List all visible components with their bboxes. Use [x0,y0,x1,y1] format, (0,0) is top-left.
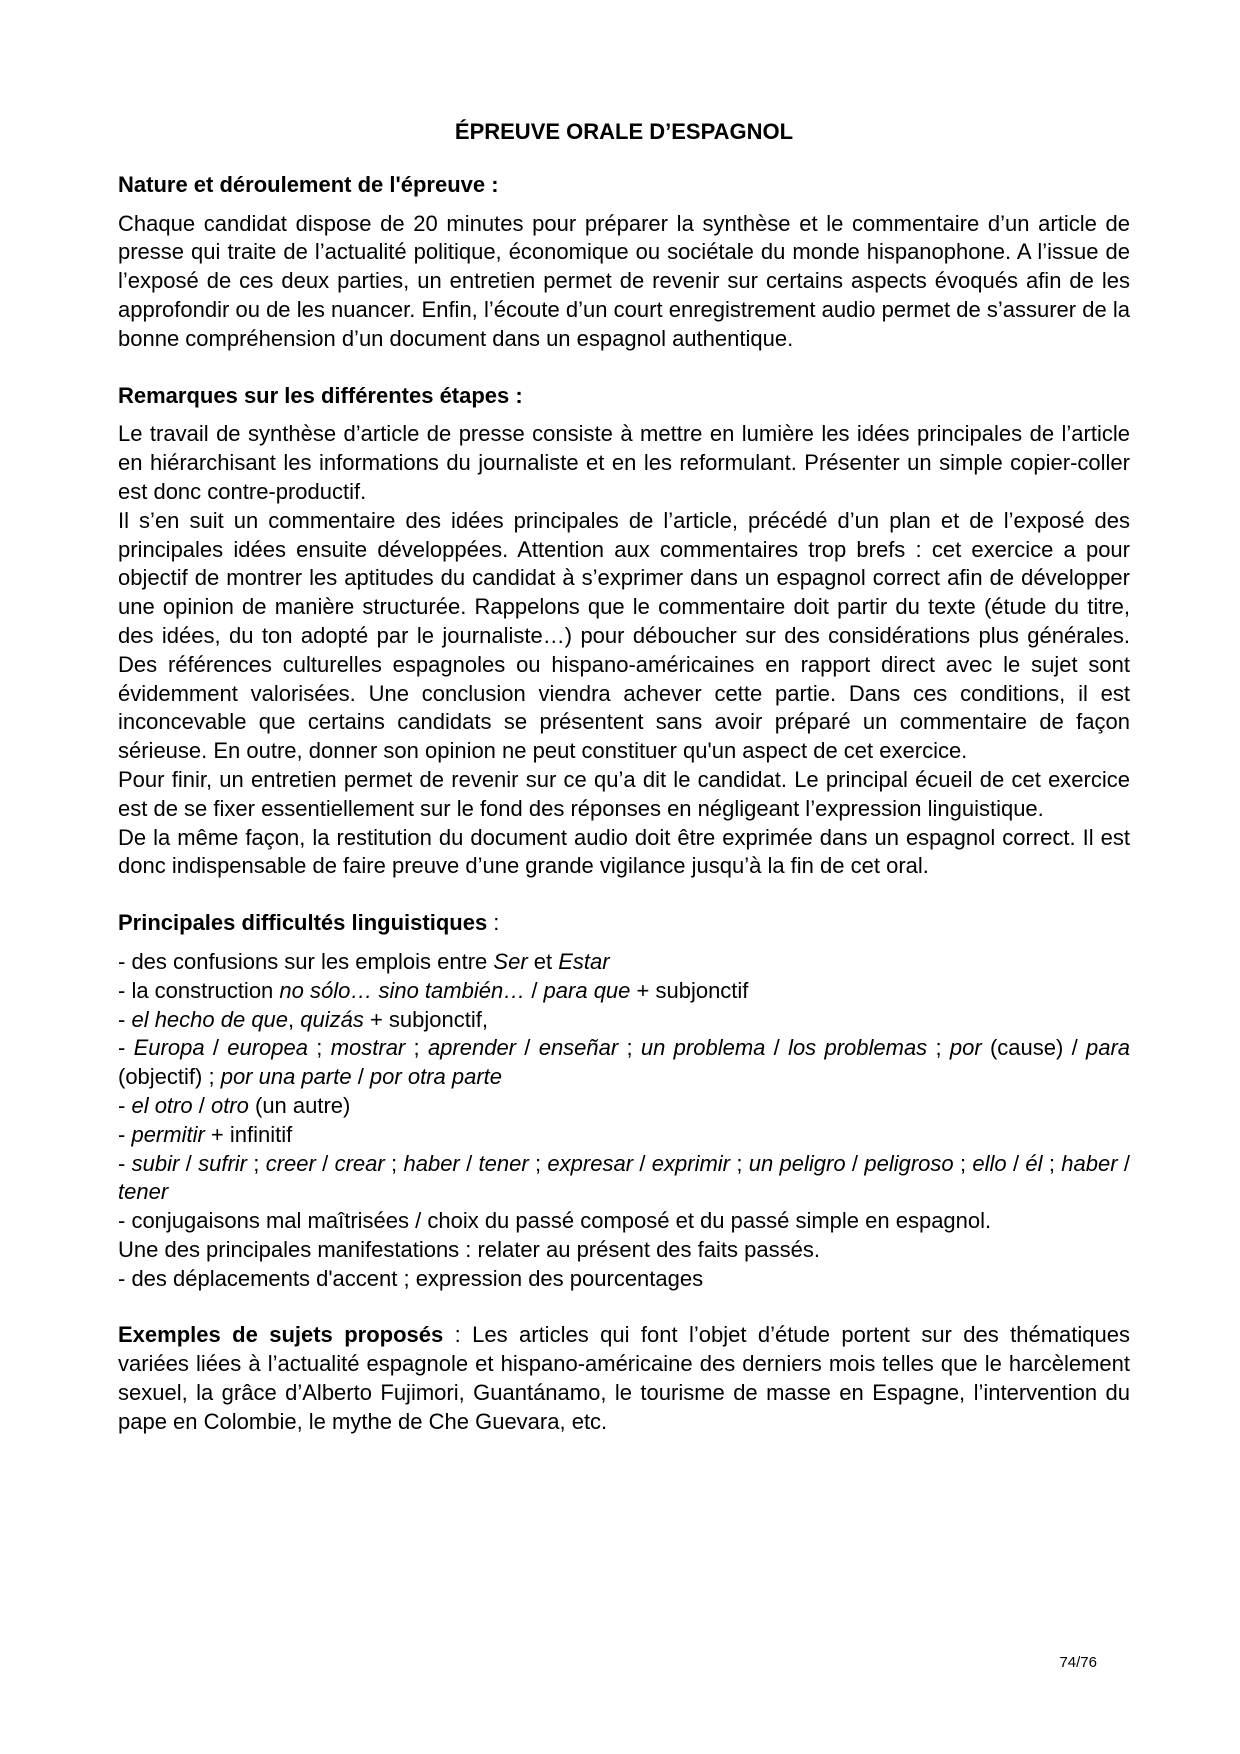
section-heading [118,909,1130,938]
list-item [118,977,1130,1006]
section-difficultes [118,909,1130,1293]
list-item-italic: tener [118,1179,169,1205]
list-item-text: (objectif) ; [118,1064,221,1090]
list-item-italic: un peligro [748,1150,846,1176]
list-item-italic: por una parte [220,1064,352,1090]
list-item-text: / [845,1150,865,1176]
list-item-italic: tener [478,1150,529,1176]
list-item-text: ; [953,1150,973,1176]
section-text: : Les articles qui font l’objet d’étude portent sur des thématiques variées liées à l’actualité espagnole et hispano-américaine des derniers mois telles que le harcèlement sexuel, la grâce d’Alberto Fujimori, Guantánamo, le tourisme de masse en Espagne, l’intervention du pape en Colombie, le mythe de Che Guevara, etc. [118,1322,1131,1434]
section-nature [118,171,1130,354]
list-item-text: - des déplacements d'accent ; expression des pourcentages [118,1265,704,1291]
list-item-text: - des confusions sur les emplois entre [118,948,494,974]
page-title: ÉPREUVE ORALE D’ESPAGNOL [454,119,794,144]
list-item-italic: el otro [131,1092,193,1118]
list-item-text: / [525,977,544,1003]
list-item-text: / [204,1035,228,1061]
list-item [118,1121,1130,1150]
list-item-italic: los problemas [788,1035,928,1061]
list-item-text: / [192,1092,211,1118]
list-item-text: / [459,1150,479,1176]
list-item-italic: quizás [300,1006,364,1032]
list-item-text: / [516,1035,539,1061]
section-heading-suffix: : [487,910,500,936]
list-item-text: / [1117,1150,1130,1176]
list-item-italic: haber [1061,1150,1118,1176]
list-item-text: ; [405,1035,428,1061]
list-item-italic: él [1025,1150,1043,1176]
list-item-text: - [118,1035,134,1061]
list-item-italic: enseñar [538,1035,619,1061]
list-item-italic: mostrar [330,1035,406,1061]
list-item-text: ; [384,1150,404,1176]
list-item [118,1034,1130,1092]
list-item-italic: para que [543,977,631,1003]
list-item-italic: crear [334,1150,385,1176]
list-item-italic: Europa [133,1035,205,1061]
list-item-text: / [315,1150,335,1176]
list-item-text: / [765,1035,789,1061]
list-item-text: ; [730,1150,749,1176]
list-item-text: Une des principales manifestations : relater au présent des faits passés. [118,1236,820,1262]
list-item-italic: peligroso [864,1150,954,1176]
list-item-italic: haber [403,1150,460,1176]
list-item-italic: expresar [547,1150,634,1176]
list-item-text: / [633,1150,652,1176]
section-remarques [118,382,1130,882]
list-item-italic: Estar [558,948,610,974]
section-exemples [118,1321,1130,1436]
list-item-text: + subjonctif, [363,1006,488,1032]
list-item-text: - la construction [118,977,280,1003]
list-item [118,1207,1130,1236]
list-item-italic: no sólo… sino también… [279,977,526,1003]
list-item-text: - conjugaisons mal maîtrisées / choix du passé composé et du passé simple en espagnol. [118,1208,992,1234]
list-item-italic: Ser [493,948,528,974]
list-item [118,1265,1130,1294]
section-heading: Remarques sur les différentes étapes : [118,382,523,408]
list-item-italic: europea [227,1035,308,1061]
list-item-text: ; [308,1035,331,1061]
list-item-italic: creer [265,1150,316,1176]
section-paragraph: Chaque candidat dispose de 20 minutes pour préparer la synthèse et le commentaire d’un article de presse qui traite de l’actualité politique, économique ou sociétale du monde hispanophone. A l’issue de l’exposé de ces deux parties, un entretien permet de revenir sur certains aspects évoqués afin de les approfondir ou de les nuancer. Enfin, l’écoute d’un court enregistrement audio permet de s’assurer de la bonne compréhension d’un document dans un espagnol authentique. [118,210,1130,351]
list-item-text: , [288,1006,301,1032]
list-item-italic: sufrir [198,1150,247,1176]
list-item-text: - [118,1092,132,1118]
list-item [118,1236,1130,1265]
list-item [118,948,1130,977]
list-item-italic: para [1085,1035,1131,1061]
list-item-text: / [351,1064,370,1090]
section-paragraph: De la même façon, la restitution du document audio doit être exprimée dans un espagnol correct. Il est donc indispensable de faire preuve d’une grande vigilance jusqu’à la fin de cet oral. [118,824,1130,879]
list-item-text: et [527,948,559,974]
section-paragraph: Pour finir, un entretien permet de revenir sur ce qu’a dit le candidat. Le principal écueil de cet exercice est de se fixer essentiellement sur le fond des réponses en négligeant l’expression linguistique. [118,766,1130,821]
list-item-text: ; [927,1035,950,1061]
list-item-italic: otro [210,1092,249,1118]
page-number: 74/76 [1059,1654,1097,1671]
section-paragraph: Le travail de synthèse d’article de presse consiste à mettre en lumière les idées principales de l’article en hiérarchisant les informations du journaliste et en les reformulant. Présenter un simple copier-coller est donc contre-productif. [118,421,1130,504]
document-page [118,118,1130,1465]
section-heading: Exemples de sujets proposés [118,1322,444,1348]
list-item-italic: un problema [640,1035,766,1061]
list-item-italic: permitir [131,1121,205,1147]
list-item-text: / [1006,1150,1026,1176]
list-item-italic: por otra parte [369,1064,502,1090]
list-item-text: - [118,1150,132,1176]
list-item-text: ; [1042,1150,1062,1176]
list-item-text: / [179,1150,199,1176]
list-item-text: ; [618,1035,641,1061]
list-item-italic: exprimir [651,1150,730,1176]
list-item-text: - [118,1006,132,1032]
list-item-text: + infinitif [204,1121,293,1147]
section-heading: Nature et déroulement de l'épreuve : [118,171,499,197]
section-paragraph [118,1321,1130,1436]
list-item-text: ; [528,1150,548,1176]
list-item-italic: por [949,1035,982,1061]
list-item-italic: aprender [427,1035,517,1061]
list-item-text: - [118,1121,132,1147]
list-item-text: (cause) / [981,1035,1086,1061]
list-item-text: ; [246,1150,266,1176]
list-item-italic: el hecho de que [131,1006,289,1032]
list-item [118,1006,1130,1035]
section-heading-text: Principales difficultés linguistiques [118,910,488,936]
difficulties-list [118,948,1130,1294]
list-item-text: (un autre) [248,1092,351,1118]
list-item-italic: ello [972,1150,1007,1176]
list-item [118,1150,1130,1208]
list-item-text: + subjonctif [630,977,749,1003]
section-paragraph: Il s’en suit un commentaire des idées principales de l’article, précédé d’un plan et de l’exposé des principales idées ensuite développées. Attention aux commentaires trop brefs : cet exercice a pour objectif de montrer les aptitudes du candidat à s’exprimer dans un espagnol correct afin de développer une opinion de manière structurée. Rappelons que le commentaire doit partir du texte (étude du titre, des idées, du ton adopté par le journaliste…) pour déboucher sur des considérations plus générales. Des références culturelles espagnoles ou hispano-américaines en rapport direct avec le sujet sont évidemment valorisées. Une conclusion viendra achever cette partie. Dans ces conditions, il est inconcevable que certains candidats se présentent sans avoir préparé un commentaire de façon sérieuse. En outre, donner son opinion ne peut constituer qu'un aspect de cet exercice. [118,507,1130,764]
list-item-italic: subir [131,1150,180,1176]
list-item [118,1092,1130,1121]
